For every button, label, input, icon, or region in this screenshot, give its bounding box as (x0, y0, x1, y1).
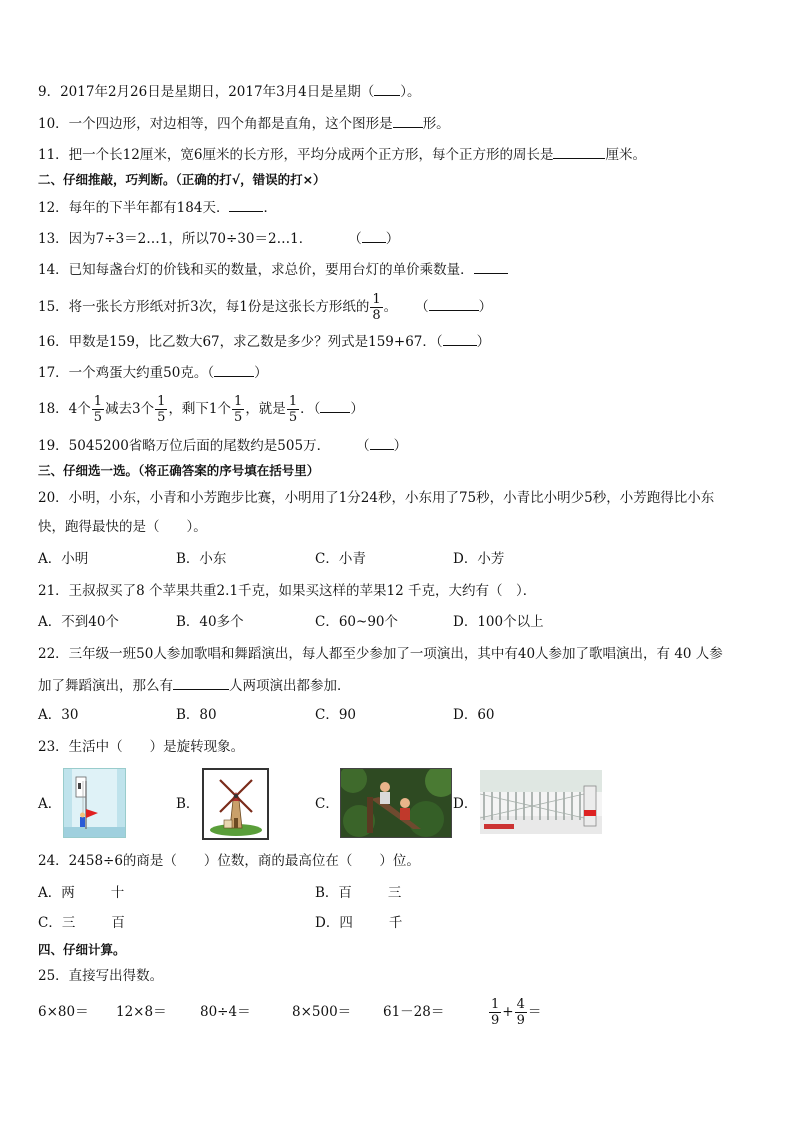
question-22-line-2: 加了舞蹈演出，那么有 人两项演出都参加． (38, 678, 351, 694)
calc-item-fraction-sum: $\frac{1}{9}$ + $\frac{4}{9}$ ＝ (491, 997, 542, 1028)
option-d[interactable]: D．四 千 (315, 915, 403, 931)
question-15: 15．将一张长方形纸对折3次，每1份是这张长方形纸的 $\frac{1}{8}$ 。 （ ） (38, 292, 493, 323)
windmill-picture[interactable] (202, 768, 269, 840)
question-17: 17．一个鸡蛋大约重50克。（ ） (38, 365, 268, 381)
option-c[interactable]: C．三 百 (38, 915, 125, 931)
question-10: 10．一个四边形，对边相等，四个角都是直角，这个图形是 形。 (38, 116, 450, 132)
flag-raising-picture[interactable] (63, 768, 126, 838)
question-18: 18．4个 $\frac{1}{5}$ 减去3个 $\frac{1}{5}$ ，剩下1个 $\frac{1}{5}$ ，就是 $\frac{1}{5}$ ．（ ） (38, 394, 364, 425)
question-16: 16．甲数是159，比乙数大67，求乙数是多少？列式是159+67．（ ） (38, 334, 491, 350)
question-23-line-1: 23．生活中（ ）是旋转现象。 (38, 739, 245, 755)
answer-blank[interactable] (474, 260, 508, 274)
calc-item: 6×80＝ (38, 1004, 89, 1020)
option-c-label[interactable]: C． (315, 796, 339, 812)
answer-blank[interactable] (229, 198, 263, 212)
option-c[interactable]: C．90 (315, 707, 357, 723)
question-11: 11．把一个长12厘米，宽6厘米的长方形，平均分成两个正方形，每个正方形的周长是 厘米。 (38, 147, 646, 163)
question-20-line-1: 20．小明，小东，小青和小芳跑步比赛，小明用了1分24秒，小东用了75秒，小青比小明少5秒，小芳跑得比小东 (38, 490, 715, 506)
answer-blank[interactable] (443, 332, 477, 346)
answer-blank[interactable] (553, 145, 605, 159)
answer-blank[interactable] (214, 363, 254, 377)
answer-blank[interactable] (374, 82, 400, 96)
option-d[interactable]: D．100个以上 (453, 614, 544, 630)
answer-blank[interactable] (362, 229, 386, 243)
fraction: $\frac{1}{5}$ (234, 394, 243, 425)
answer-blank[interactable] (320, 399, 350, 413)
calc-item: 8×500＝ (292, 1004, 352, 1020)
question-24-line-1: 24．2458÷6的商是（ ）位数，商的最高位在（ ）位。 (38, 853, 420, 869)
fraction: $\frac{1}{5}$ (288, 394, 298, 425)
option-a-label[interactable]: A． (38, 796, 62, 812)
answer-blank[interactable] (370, 436, 394, 450)
option-b[interactable]: B．80 (176, 707, 217, 723)
option-a[interactable]: A．不到40个 (38, 614, 119, 630)
option-b[interactable]: B．40多个 (176, 614, 244, 630)
section-3-heading: 三、仔细选一选。（将正确答案的序号填在括号里） (38, 463, 320, 478)
option-c[interactable]: C．小青 (315, 551, 366, 567)
fraction: $\frac{4}{9}$ (516, 997, 525, 1028)
option-d[interactable]: D．60 (453, 707, 495, 723)
fraction: $\frac{1}{5}$ (157, 394, 166, 425)
question-12: 12．每年的下半年都有184天． ． (38, 200, 277, 216)
question-14: 14．已知每盏台灯的价钱和买的数量，求总价，要用台灯的单价乘数量． (38, 260, 508, 279)
question-22-line-1: 22．三年级一班50人参加歌唱和舞蹈演出，每人都至少参加了一项演出，其中有40人参加了歌唱演出，有 40 人参 (38, 646, 723, 662)
option-a[interactable]: A．两 十 (38, 885, 125, 901)
fraction: $\frac{1}{9}$ (491, 997, 500, 1028)
option-c[interactable]: C．60~90个 (315, 614, 398, 630)
option-a[interactable]: A．小明 (38, 551, 89, 567)
option-b[interactable]: B．小东 (176, 551, 227, 567)
answer-blank[interactable] (173, 676, 229, 690)
calc-item: 80÷4＝ (200, 1004, 251, 1020)
option-d[interactable]: D．小芳 (453, 551, 505, 567)
answer-blank[interactable] (429, 297, 479, 311)
retractable-gate-picture[interactable] (480, 770, 602, 834)
option-a[interactable]: A．30 (38, 707, 79, 723)
fraction: $\frac{1}{8}$ (372, 292, 381, 323)
question-25-line-1: 25．直接写出得数。 (38, 968, 164, 984)
question-20-line-2: 快，跑得最快的是（ ）。 (38, 519, 207, 535)
calc-item: 61－28＝ (383, 1004, 445, 1020)
fraction: $\frac{1}{5}$ (93, 394, 103, 425)
question-13: 13．因为7÷3＝2…1，所以70÷30＝2…1． （ ） (38, 231, 400, 247)
option-b-label[interactable]: B． (176, 796, 200, 812)
question-19: 19．5045200省略万位后面的尾数约是505万． （ ） (38, 438, 408, 454)
slide-picture[interactable] (340, 768, 452, 838)
section-2-heading: 二、仔细推敲，巧判断。（正确的打√，错误的打×） (38, 172, 326, 187)
question-21-line-1: 21．王叔叔买了8 个苹果共重2.1千克，如果买这样的苹果12 千克，大约有（ ）． (38, 583, 537, 599)
calc-item: 12×8＝ (116, 1004, 167, 1020)
section-4-heading: 四、仔细计算。 (38, 942, 126, 957)
answer-blank[interactable] (393, 114, 423, 128)
option-b[interactable]: B．百 三 (315, 885, 402, 901)
option-d-label[interactable]: D． (453, 796, 478, 812)
question-9: 9．2017年2月26日是星期日，2017年3月4日是星期（ ）。 (38, 84, 421, 100)
